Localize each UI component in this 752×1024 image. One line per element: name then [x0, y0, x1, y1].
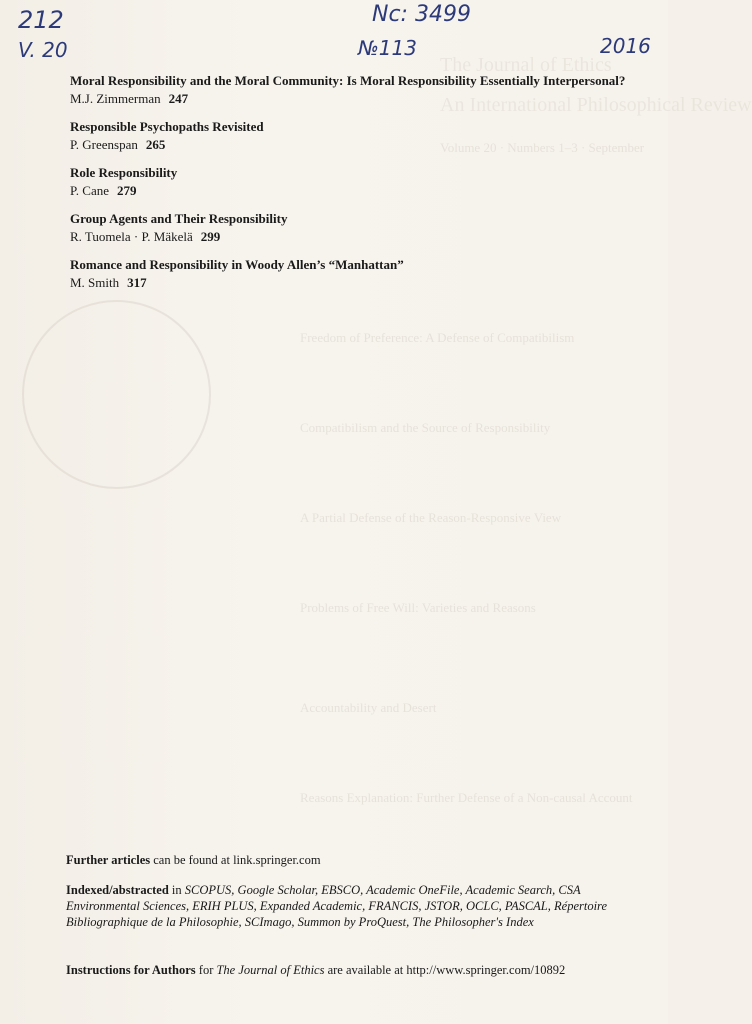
bleed-through-text: Freedom of Preference: A Defense of Compatibilism — [300, 330, 575, 345]
handwritten-note: Nc: 3499 — [372, 2, 471, 27]
article-authors: P. Cane — [70, 183, 109, 198]
bleed-through-stamp — [22, 300, 211, 489]
handwritten-note: №113 — [358, 36, 417, 60]
journal-name: The Journal of Ethics — [216, 963, 325, 977]
indexed-label: Indexed/abstracted — [66, 883, 169, 897]
page-number: 265 — [145, 137, 166, 152]
table-of-contents — [70, 72, 630, 302]
toc-entry — [70, 256, 630, 292]
article-authors: P. Greenspan — [70, 137, 138, 152]
bleed-through-text: Problems of Free Will: Varieties and Reasons — [300, 600, 536, 615]
indexing-note — [66, 882, 626, 930]
article-meta — [70, 274, 630, 292]
bleed-through-text: Accountability and Desert — [300, 700, 437, 715]
instructions-label: Instructions for Authors — [66, 963, 196, 977]
article-title: Group Agents and Their Responsibility — [70, 211, 288, 226]
article-title: Responsible Psychopaths Revisited — [70, 119, 264, 134]
further-articles-label: Further articles — [66, 853, 151, 867]
instructions-url-text: are available at http://www.springer.com/10892 — [324, 963, 566, 977]
bleed-through-text: Volume 20 · Numbers 1–3 · September — [440, 140, 645, 155]
instructions-note — [66, 962, 626, 978]
page-number: 299 — [200, 229, 221, 244]
article-meta — [70, 136, 630, 154]
bleed-through-text: An International Philosophical Review — [440, 94, 752, 116]
further-articles-text: can be found at link.springer.com — [150, 853, 321, 867]
article-authors: M. Smith — [70, 275, 120, 290]
indexing-services-list: SCOPUS, Google Scholar, EBSCO, Academic OneFile, Academic Search, CSA Environmental Sciences, ERIH PLUS, Expanded Academic, FRANCIS, JSTOR, OCLC, PASCAL, Répertoire Bibliographique de la Philosophie, SCImago, Summon by ProQuest, The Philosopher's Index — [66, 883, 608, 929]
instructions-connector: for — [195, 963, 217, 977]
handwritten-note: V. 20 — [18, 38, 68, 62]
further-articles-note — [66, 852, 626, 868]
handwritten-note: 212 — [18, 6, 64, 34]
toc-entry — [70, 164, 630, 200]
article-title: Role Responsibility — [70, 165, 178, 180]
page-number: 317 — [127, 275, 147, 290]
article-meta — [70, 228, 630, 246]
bleed-through-text: A Partial Defense of the Reason-Responsive View — [300, 510, 562, 525]
bleed-through-text: The Journal of Ethics — [440, 54, 612, 76]
article-title: Moral Responsibility and the Moral Community: Is Moral Responsibility Essentially Interpersonal? — [70, 73, 626, 88]
indexed-connector: in — [168, 883, 185, 897]
handwritten-note: 2016 — [600, 34, 651, 58]
toc-entry — [70, 118, 630, 154]
page-number: 279 — [117, 183, 137, 198]
article-authors: R. Tuomela · P. Mäkelä — [70, 229, 193, 244]
article-meta — [70, 182, 630, 200]
article-authors: M.J. Zimmerman — [70, 91, 161, 106]
article-meta — [70, 90, 630, 108]
article-title: Romance and Responsibility in Woody Allen’s “Manhattan” — [70, 257, 404, 272]
toc-entry — [70, 210, 630, 246]
page-number: 247 — [168, 91, 189, 106]
bleed-through-text: Reasons Explanation: Further Defense of a Non-causal Account — [300, 790, 633, 805]
toc-entry — [70, 72, 630, 108]
bleed-through-text: Compatibilism and the Source of Responsibility — [300, 420, 551, 435]
